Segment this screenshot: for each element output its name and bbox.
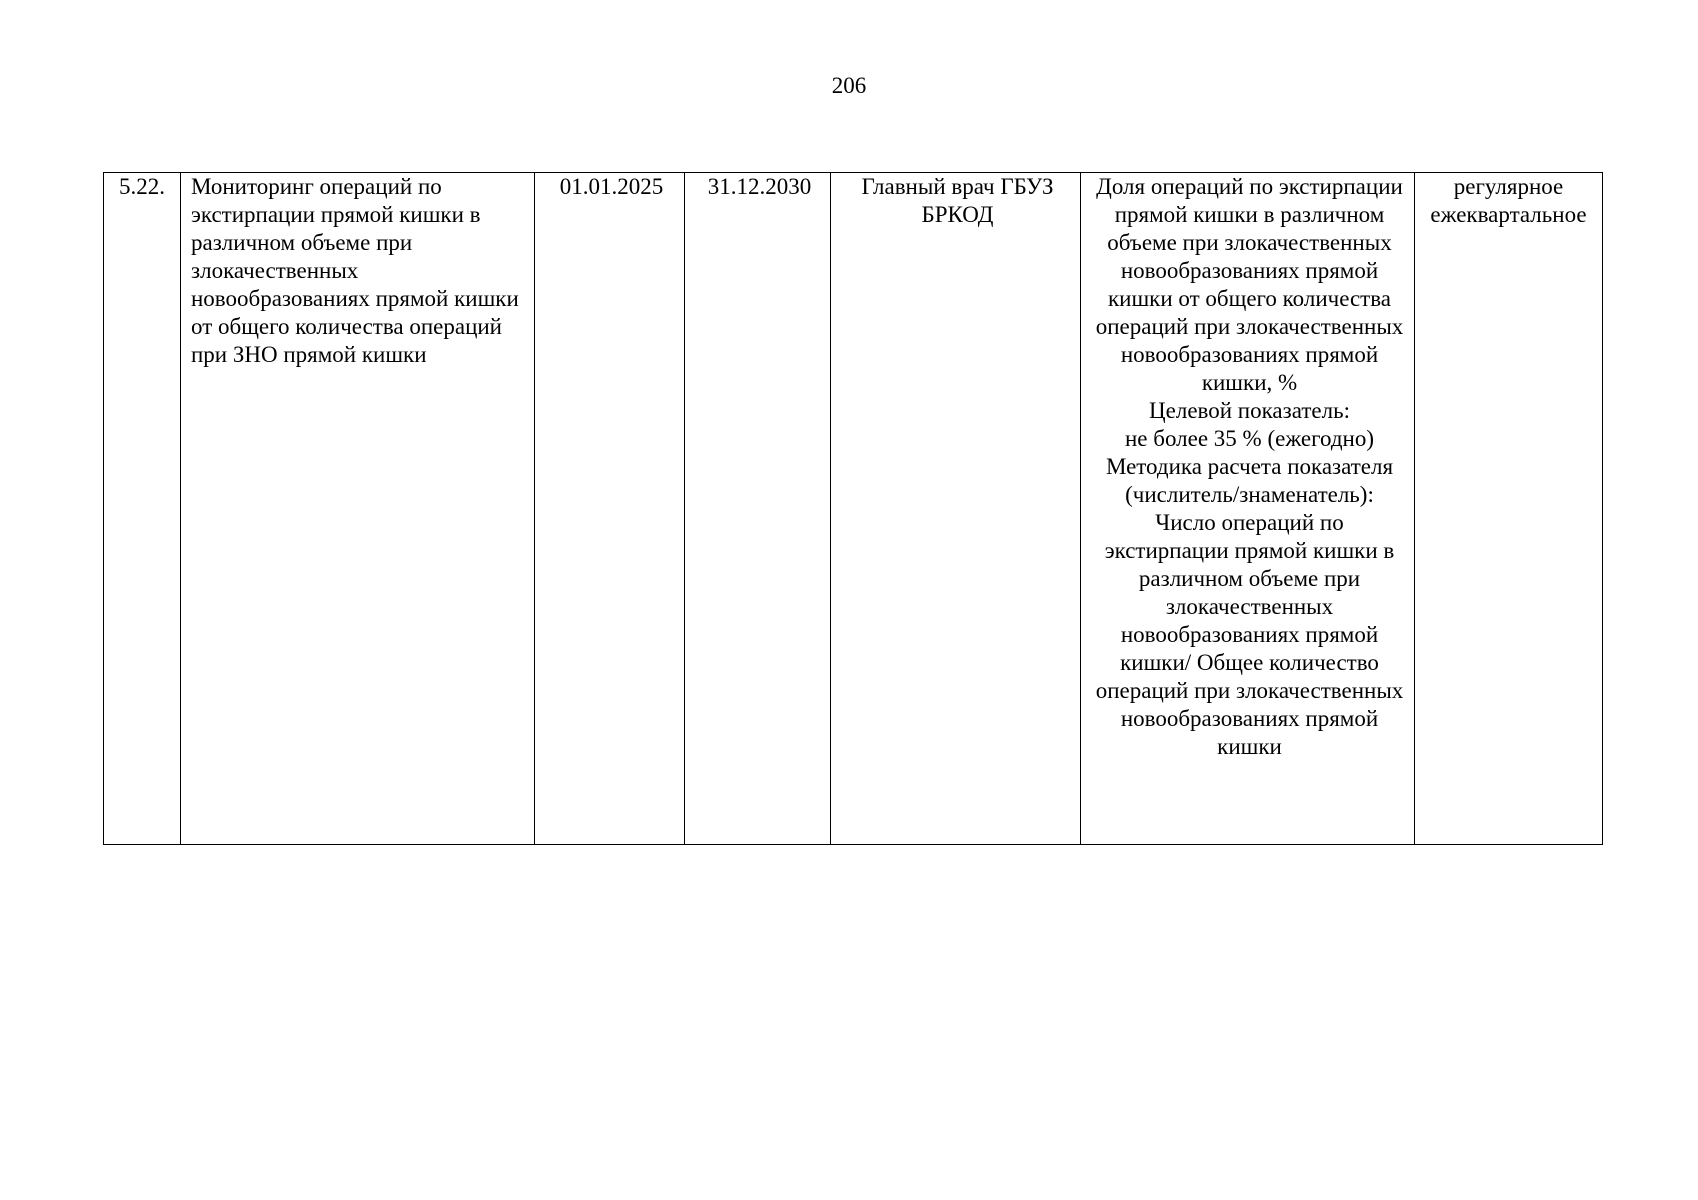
target-label: Целевой показатель: bbox=[1149, 398, 1350, 423]
row-number: 5.22. bbox=[119, 174, 165, 199]
responsible-person: Главный врач ГБУЗ БРКОД bbox=[861, 174, 1054, 227]
start-date-cell bbox=[535, 173, 685, 845]
frequency-cell bbox=[1415, 173, 1603, 845]
responsible-cell bbox=[831, 173, 1081, 845]
measure-name: Мониторинг операций по экстирпации прямой кишки в различном объеме при злокачественных новообразованиях прямой кишки от общего количества операций при ЗНО прямой кишки bbox=[191, 174, 519, 367]
end-date-cell bbox=[685, 173, 831, 845]
row-number-cell bbox=[104, 173, 181, 845]
page-number: 206 bbox=[831, 73, 867, 98]
measure-name-cell bbox=[181, 173, 535, 845]
table-row bbox=[104, 173, 1603, 845]
indicator-cell bbox=[1081, 173, 1415, 845]
indicator-description: Доля операций по экстирпации прямой кишки в различном объеме при злокачественных новообразованиях прямой кишки от общего количества операций при злокачественных новообразованиях прямой кишки, % bbox=[1095, 174, 1404, 395]
calculation-formula: Число операций по экстирпации прямой кишки в различном объеме при злокачественных новообразованиях прямой кишки/ Общее количество операций при злокачественных новообразованиях прямой кишки bbox=[1095, 510, 1404, 759]
frequency-type: регулярное bbox=[1453, 174, 1564, 199]
start-date: 01.01.2025 bbox=[559, 174, 664, 199]
method-label: Методика расчета показателя (числитель/знаменатель): bbox=[1105, 454, 1394, 507]
measures-table bbox=[103, 172, 1603, 845]
target-value: не более 35 % (ежегодно) bbox=[1124, 426, 1374, 451]
end-date: 31.12.2030 bbox=[707, 174, 812, 199]
frequency-period: ежеквартальное bbox=[1430, 202, 1587, 227]
